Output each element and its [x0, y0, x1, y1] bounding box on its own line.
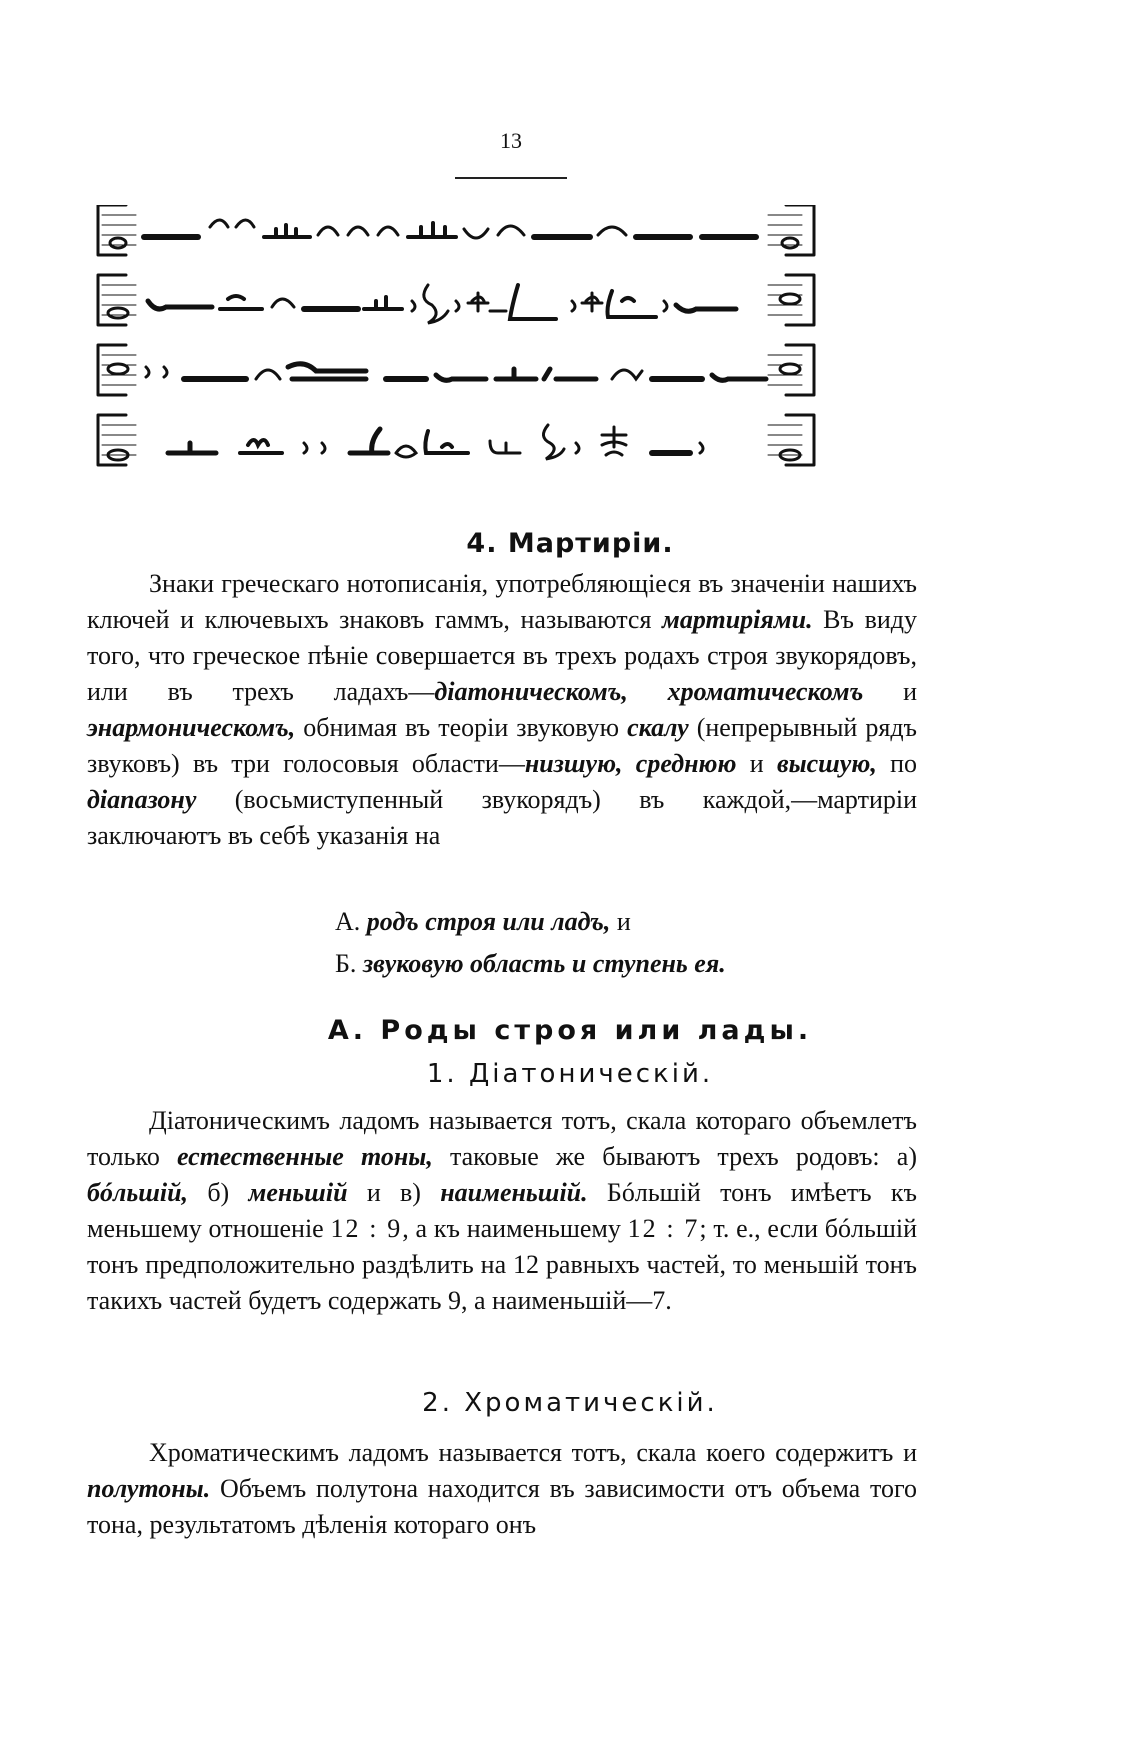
page-number-rule: [455, 177, 567, 179]
paragraph-diatonic: Діатоническимъ ладомъ называется тотъ, скала котораго объемлетъ только естественные тоны, таковые же бываютъ трехъ родовъ: а) бóльшій, б) меньшій и в) наименьшій. Бóльшій тонъ имѣетъ къ меньшему отношеніе 12 : 9, а къ наименьшему 12 : 7; т. е., если бóльшій тонъ предположительно раздѣлить на 12 равныхъ частей, то меньшій тонъ такихъ частей будетъ содержать 9, а наименьшій—7.: [87, 1106, 918, 1315]
notation-line-1: [98, 205, 814, 255]
paragraph-chromatic: Хроматическимъ ладомъ называется тотъ, скала коего содержитъ и полутоны. Объемъ полутона находится въ зависимости отъ объема того тона, результатомъ дѣленія котораго онъ: [87, 1438, 917, 1539]
paragraph-martyria: Знаки греческаго нотописанія, употребляющіеся въ значеніи нашихъ ключей и ключевыхъ знаковъ гаммъ, называются мартиріями. Въ виду того, что греческое пѣніе совершается въ трехъ родахъ строя звукорядовъ, или въ трехъ ладахъ—діатоническомъ, хроматическомъ и энармоническомъ, обнимая въ теоріи звуковую скалу (непрерывный рядъ звуковъ) въ три голосовыя области—низшую, среднюю и высшую, по діапазону (восьмиступенный звукорядъ) въ каждой,—мартиріи заключаютъ въ себѣ указанія на: [87, 569, 918, 850]
subsection-heading-diatonic: 1. Діатоническій.: [426, 1059, 714, 1089]
page-number: 13: [500, 128, 522, 153]
neume-notation: [96, 205, 930, 485]
list-item-a: А. родъ строя или ладъ, и: [335, 907, 631, 936]
notation-line-4: [98, 415, 814, 465]
notation-line-2: [98, 275, 814, 325]
list-item-b: Б. звуковую область и ступень ея.: [335, 949, 726, 978]
subsection-heading-chromatic: 2. Хроматическій.: [422, 1388, 718, 1418]
section-heading-martyria: 4. Мартиріи.: [466, 528, 674, 559]
section-heading-kinds: А. Роды строя или лады.: [327, 1015, 813, 1046]
notation-line-3: [98, 345, 814, 395]
